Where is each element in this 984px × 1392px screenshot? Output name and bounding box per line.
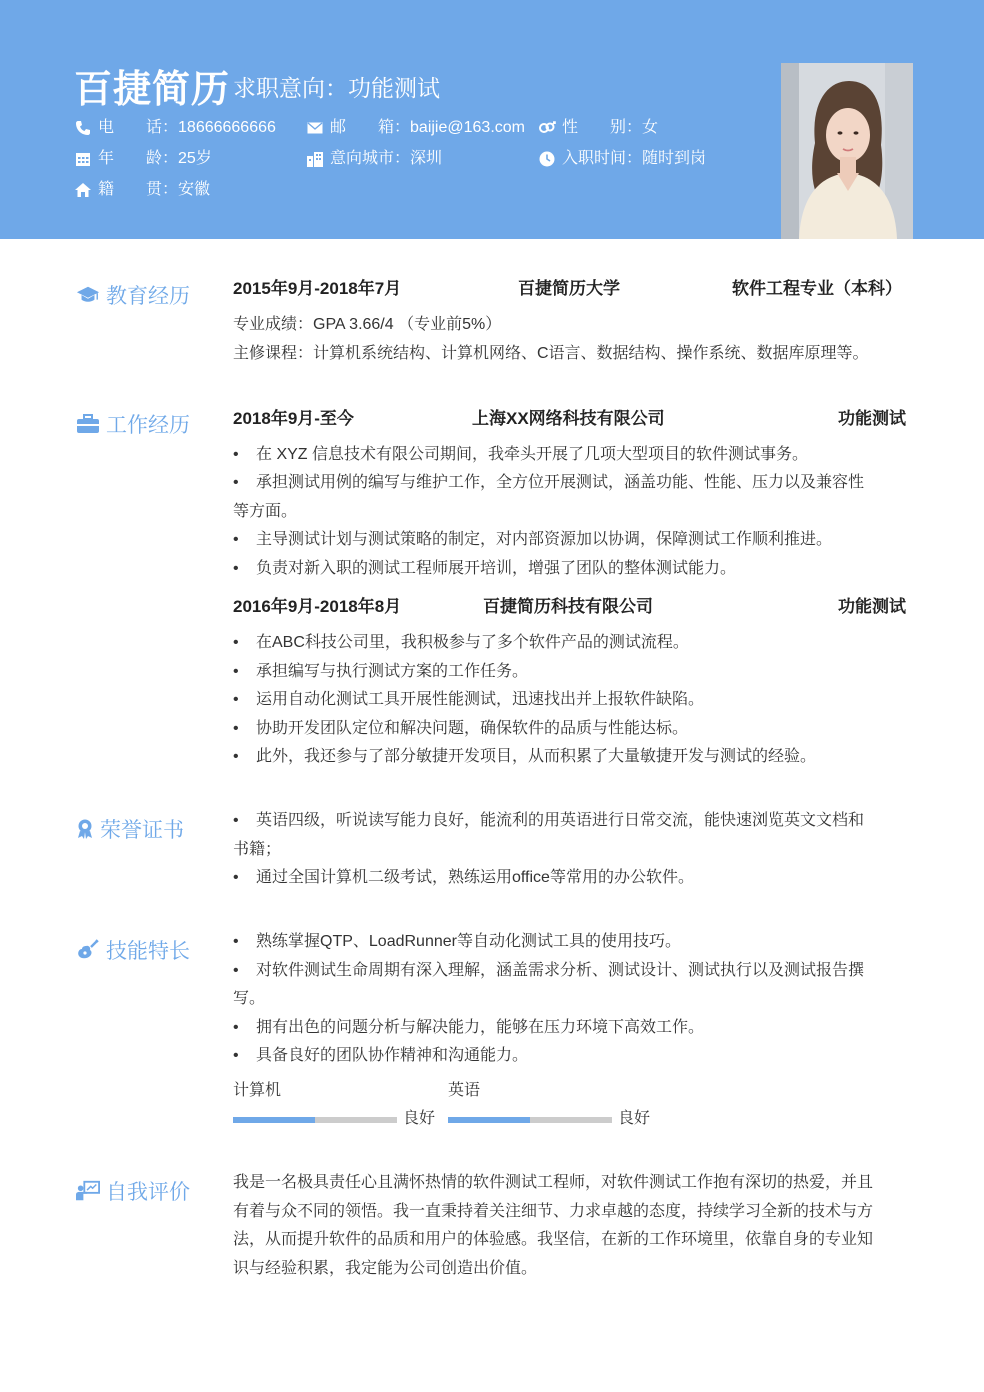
honors-section-title (76, 814, 184, 844)
skill-level-bar-fill (448, 1117, 530, 1123)
self-line: 法，从而提升软件的品质和用户的体验感。我坚信，在新的工作环境里，依靠自身的专业知 (233, 1231, 874, 1248)
award-icon (76, 818, 94, 840)
phone-icon (74, 119, 92, 137)
job1-role: 功能测试 (838, 409, 906, 428)
job1-item-cont: 等方面。 (233, 503, 298, 520)
skill-level-name: 英语 (448, 1082, 481, 1099)
mail-icon (306, 119, 324, 137)
job-intent: 求职意向：功能测试 (233, 75, 440, 101)
job1-period: 2018年9月-至今 (233, 409, 354, 428)
age-label: 年 龄： (98, 150, 179, 167)
job1-item: • 在 XYZ 信息技术有限公司期间，我牵头开展了几项大型项目的软件测试事务。 (233, 446, 809, 463)
info-gender (538, 117, 658, 139)
info-email (306, 117, 525, 139)
honors-title-text: 荣誉证书 (100, 819, 184, 842)
graduation-cap-icon (76, 284, 100, 306)
honor-item-cont: 书籍； (233, 841, 282, 858)
building-icon (306, 150, 324, 168)
skill-level-name: 计算机 (233, 1082, 282, 1099)
job2-item: • 运用自动化测试工具开展性能测试，迅速找出并上报软件缺陷。 (233, 691, 705, 708)
phone-label: 电 话： (98, 119, 179, 136)
clock-icon (538, 150, 556, 168)
gender-label: 性 别： (562, 119, 643, 136)
skill-item-cont: 写。 (233, 990, 266, 1007)
header-banner (0, 0, 984, 239)
job1-company: 上海XX网络科技有限公司 (472, 409, 665, 428)
job2-item: • 协助开发团队定位和解决问题，确保软件的品质与性能达标。 (233, 720, 689, 737)
skills-title-text: 技能特长 (106, 940, 190, 963)
info-row-3 (74, 179, 774, 201)
resume-name: 百捷简历 (74, 69, 231, 111)
skill-item: • 具备良好的团队协作精神和沟通能力。 (233, 1047, 529, 1064)
info-age (74, 148, 212, 170)
info-start (538, 148, 706, 170)
job2-item: • 承担编写与执行测试方案的工作任务。 (233, 663, 529, 680)
skill-item: • 熟练掌握QTP、LoadRunner等自动化测试工具的使用技巧。 (233, 933, 681, 950)
email-value: baijie@163.com (410, 119, 525, 136)
briefcase-icon (76, 413, 100, 435)
info-phone (74, 117, 276, 139)
info-city (306, 148, 442, 170)
gender-value: 女 (642, 119, 659, 136)
info-row-1 (74, 117, 774, 139)
start-value: 随时到岗 (642, 150, 707, 167)
self-line: 我是一名极具责任心且满怀热情的软件测试工程师，对软件测试工作抱有深切的热爱，并且 (233, 1174, 874, 1191)
age-value: 25岁 (178, 150, 212, 167)
job2-item: • 此外，我还参与了部分敏捷开发项目，从而积累了大量敏捷开发与测试的经验。 (233, 748, 817, 765)
start-label: 入职时间： (562, 150, 643, 167)
education-courses: 主修课程：计算机系统结构、计算机网络、C语言、数据结构、操作系统、数据库原理等。 (233, 345, 869, 362)
profile-photo (781, 63, 913, 239)
education-major: 软件工程专业（本科） (732, 279, 902, 298)
honor-item: • 英语四级，听说读写能力良好，能流利的用英语进行日常交流，能快速浏览英文文档和 (233, 812, 865, 829)
self-line: 有着与众不同的领悟。我一直秉持着关注细节、力求卓越的态度，持续学习全新的技术与方 (233, 1203, 874, 1220)
presentation-icon (76, 1180, 100, 1202)
info-origin (74, 179, 210, 201)
origin-value: 安徽 (178, 181, 211, 198)
phone-value: 18666666666 (178, 119, 276, 136)
job1-item: • 主导测试计划与测试策略的制定，对内部资源加以协调，保障测试工作顺利推进。 (233, 531, 833, 548)
skill-item: • 拥有出色的问题分析与解决能力，能够在压力环境下高效工作。 (233, 1019, 705, 1036)
education-section-title (76, 280, 190, 310)
education-gpa: 专业成绩：GPA 3.66/4 （专业前5%） (233, 316, 502, 333)
skill-level-bar (233, 1117, 397, 1123)
skill-level-bar-fill (233, 1117, 315, 1123)
job2-company: 百捷简历科技有限公司 (483, 597, 653, 616)
skills-section-title (76, 935, 190, 965)
job2-role: 功能测试 (838, 597, 906, 616)
education-school: 百捷简历大学 (518, 279, 620, 298)
self-section-title (76, 1176, 190, 1206)
email-label: 邮 箱： (330, 119, 411, 136)
gender-icon (538, 119, 556, 137)
job1-item: • 承担测试用例的编写与维护工作，全方位开展测试，涵盖功能、性能、压力以及兼容性 (233, 474, 865, 491)
education-title-text: 教育经历 (106, 285, 190, 308)
skill-item: • 对软件测试生命周期有深入理解，涵盖需求分析、测试设计、测试执行以及测试报告撰 (233, 962, 865, 979)
self-line: 识与经验积累，我定能为公司创造出价值。 (233, 1260, 538, 1277)
job1-item: • 负责对新入职的测试工程师展开培训，增强了团队的整体测试能力。 (233, 560, 737, 577)
info-row-2 (74, 148, 774, 170)
skill-level-text: 良好 (403, 1110, 436, 1127)
work-section-title (76, 409, 190, 439)
guitar-icon (76, 939, 100, 961)
city-value: 深圳 (410, 150, 443, 167)
calendar-icon (74, 150, 92, 168)
skill-level-text: 良好 (618, 1110, 651, 1127)
skill-level-bar (448, 1117, 612, 1123)
origin-label: 籍 贯： (98, 181, 179, 198)
home-icon (74, 181, 92, 199)
honor-item: • 通过全国计算机二级考试，熟练运用office等常用的办公软件。 (233, 869, 694, 886)
city-label: 意向城市： (330, 150, 411, 167)
self-title-text: 自我评价 (106, 1181, 190, 1204)
job2-item: • 在ABC科技公司里，我积极参与了多个软件产品的测试流程。 (233, 634, 689, 651)
education-period: 2015年9月-2018年7月 (233, 279, 402, 298)
work-title-text: 工作经历 (106, 414, 190, 437)
job2-period: 2016年9月-2018年8月 (233, 597, 402, 616)
